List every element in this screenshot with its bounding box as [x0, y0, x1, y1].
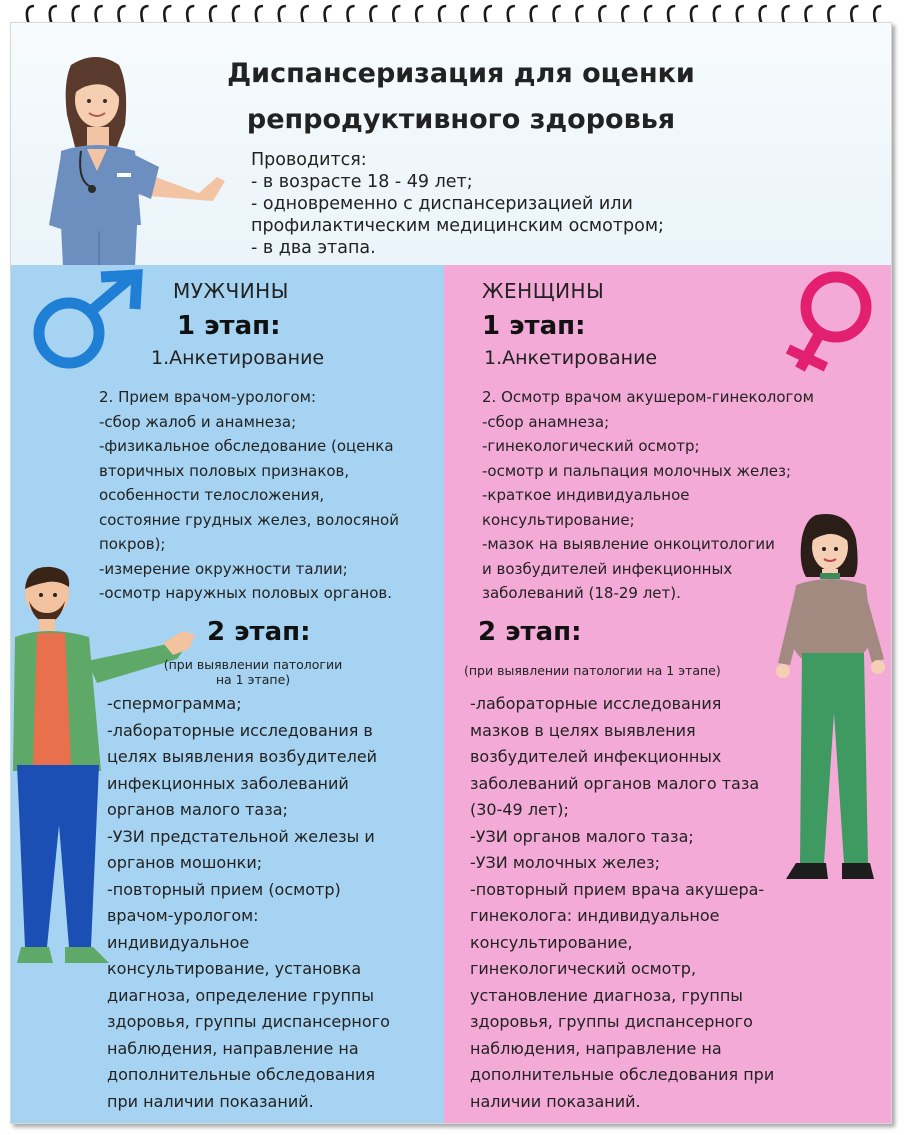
- women-stage1-list: 2. Осмотр врачом акушером-гинекологом -сбор анамнеза; -гинекологический осмотр; -осмотр и пальпация молочных желез; -краткое индивидуальное консультирование; -мазок на выявление онкоцитологии и возбудителей инфекционных заболеваний (18-29 лет).: [482, 388, 814, 602]
- men-column: [11, 265, 444, 1123]
- women-stage2-list: -лабораторные исследования мазков в целях выявления возбудителей инфекционных заболеваний органов малого таза (30-49 лет); -УЗИ органов малого таза; -УЗИ молочных желез; -повторный прием врача акушера- гинеколога: индивидуальное консультирование, гинекологический осмотр, установление диагноза, группы здоровья, группы диспансерного наблюдения, направление на дополнительные обследования при наличии показаний.: [470, 694, 775, 1111]
- women-column: [444, 265, 891, 1123]
- women-stage1-title: 1 этап:: [482, 311, 586, 341]
- women-stage2-note: (при выявлении патологии на 1 этапе): [464, 663, 721, 678]
- page-title: Диспансеризация для оценки репродуктивного здоровья: [227, 58, 695, 135]
- women-stage1-questionnaire: 1.Анкетирование: [484, 347, 658, 369]
- men-heading: МУЖЧИНЫ: [173, 279, 289, 303]
- female-symbol-icon: [782, 269, 882, 381]
- men-stage1-list: 2. Прием врачом-урологом: -сбор жалоб и анамнеза; -физикальное обследование (оценка вторичных половых признаков, особенности телосложения, состояние грудных желез, волосяной покров); -измерение окружности талии; -осмотр наружных половых органов.: [99, 388, 399, 602]
- men-stage1-title: 1 этап:: [177, 311, 281, 341]
- women-heading: ЖЕНЩИНЫ: [482, 279, 605, 303]
- men-stage2-title: 2 этап:: [207, 617, 311, 647]
- infographic-page: [10, 22, 892, 1124]
- woman-illustration: [756, 513, 892, 893]
- women-stage2-title: 2 этап:: [478, 617, 582, 647]
- male-symbol-icon: [25, 275, 145, 375]
- intro-text: Проводится: - в возрасте 18 - 49 лет; - одновременно с диспансеризацией или профилактическим медицинским осмотром; - в два этапа.: [251, 150, 664, 258]
- men-stage1-questionnaire: 1.Анкетирование: [151, 347, 325, 369]
- men-stage2-note: (при выявлении патологии на 1 этапе): [163, 657, 343, 687]
- men-stage2-list: -спермограмма; -лабораторные исследования в целях выявления возбудителей инфекционных заболеваний органов малого таза; -УЗИ предстательной железы и органов мошонки; -повторный прием (осмотр) врачом-урологом: индивидуальное консультирование, установка диагноза, определение группы здоровья, группы диспансерного наблюдения, направление на дополнительные обследования при наличии показаний.: [107, 694, 390, 1111]
